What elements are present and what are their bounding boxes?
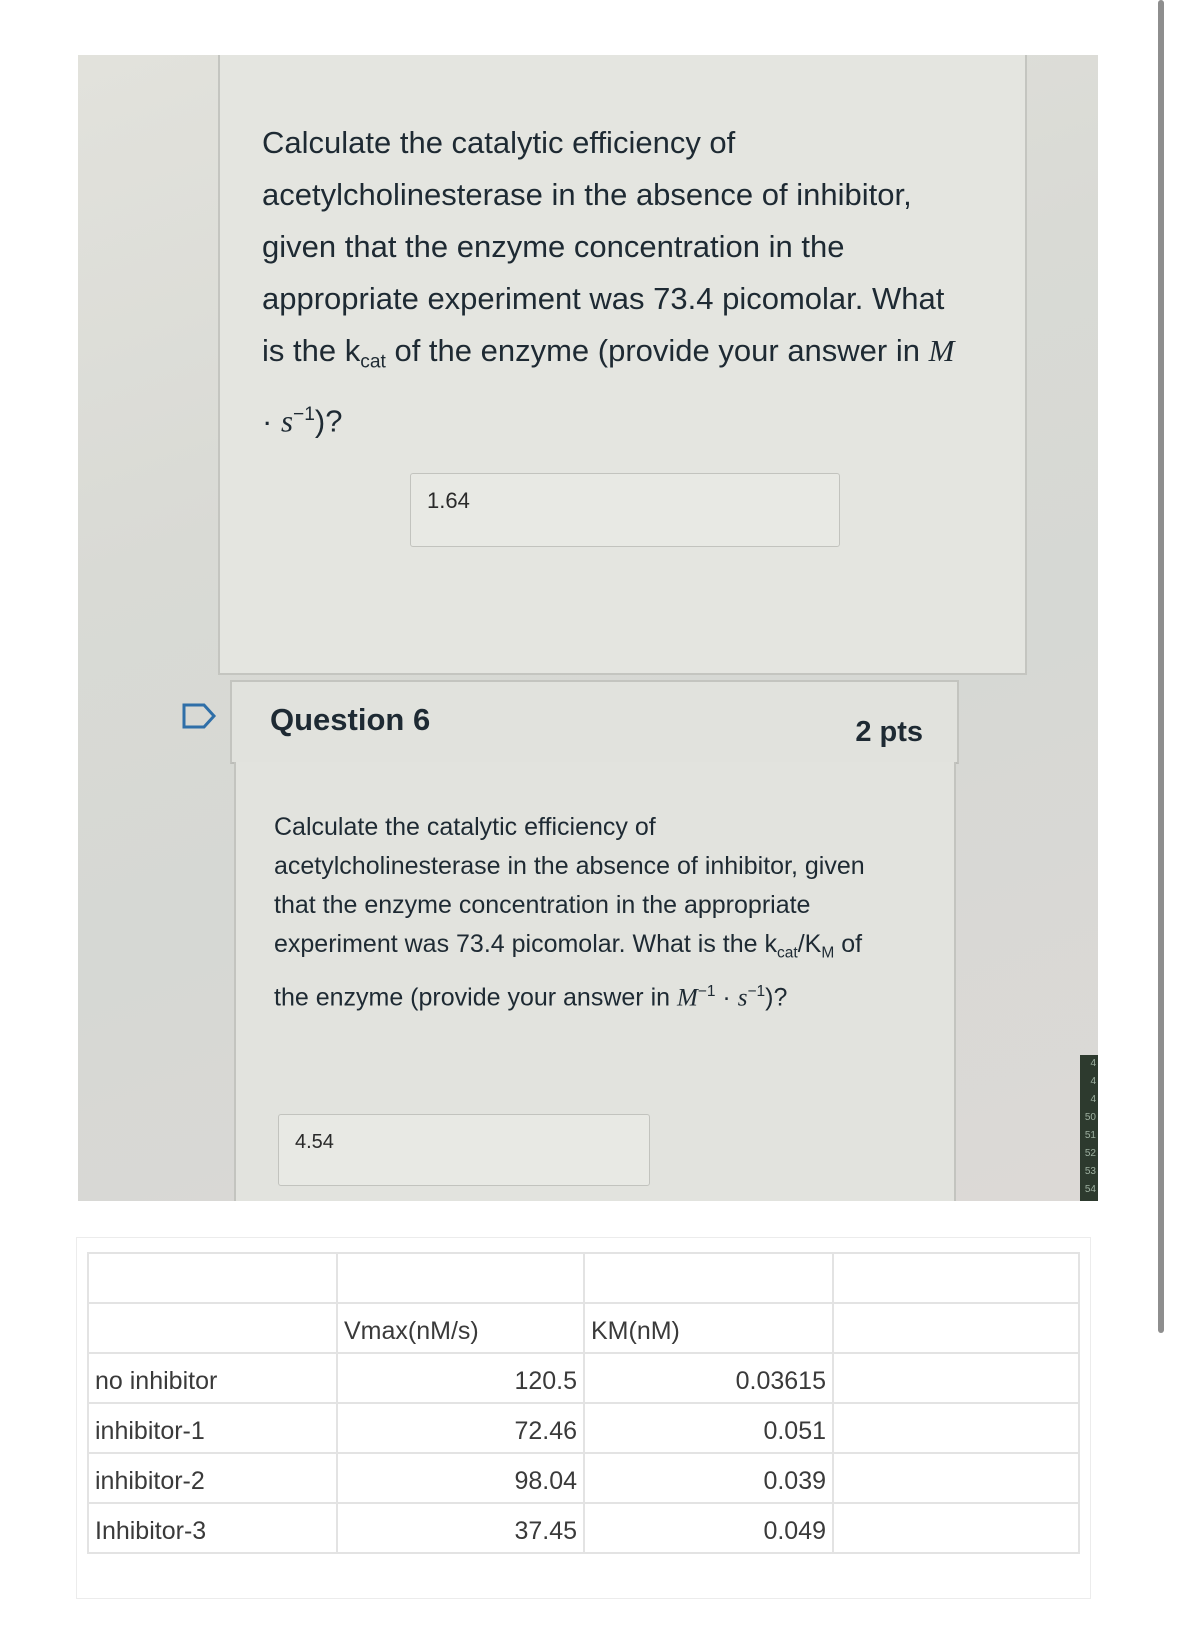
table-row — [88, 1353, 1079, 1403]
header-cell-vmax: Vmax(nM/s) — [337, 1303, 584, 1353]
table-cell — [88, 1253, 337, 1303]
question-5-text: Calculate the catalytic efficiency of acetylcholinesterase in the absence of inhibitor, given that the enzyme concentration in the appropriate experiment was 73.4 picomolar. What is the $k_{cat}$ of the enzyme (provide your answer in $M \cdot s^{-1}$)? — [262, 125, 955, 439]
ruler-mark: 50 — [1084, 1112, 1096, 1123]
header-cell-km: KM(nM) — [584, 1303, 833, 1353]
ruler-mark: 4 — [1090, 1076, 1096, 1087]
question-6-body — [234, 762, 956, 1201]
question-6-points: 2 pts — [855, 716, 923, 748]
vmax-cell: 98.04 — [337, 1453, 584, 1503]
question-6-title: Question 6 — [270, 702, 431, 737]
vmax-cell: 37.45 — [337, 1503, 584, 1553]
question-6-header — [230, 680, 959, 764]
table-header-row — [88, 1303, 1079, 1353]
question-6-text: Calculate the catalytic efficiency of acetylcholinesterase in the absence of inhibitor, given that the enzyme concentration in the appropriate experiment was 73.4 picomolar. What is the $k_{cat}/K_M$ of the enzyme (provide your answer in $M^{-1} \cdot s^{-1}$)? — [274, 813, 865, 1012]
header-cell — [833, 1303, 1079, 1353]
table-row — [88, 1403, 1079, 1453]
table-row — [88, 1453, 1079, 1503]
question-5-panel — [218, 55, 1027, 675]
table-cell — [833, 1353, 1079, 1403]
row-label: inhibitor-2 — [88, 1453, 337, 1503]
header-cell — [88, 1303, 337, 1353]
ruler-mark: 54 — [1084, 1184, 1096, 1195]
table-cell — [833, 1453, 1079, 1503]
km-cell: 0.049 — [584, 1503, 833, 1553]
table-cell — [337, 1253, 584, 1303]
flag-icon[interactable] — [180, 701, 220, 731]
ruler-mark: 51 — [1084, 1130, 1096, 1141]
vmax-cell: 72.46 — [337, 1403, 584, 1453]
table-cell — [584, 1253, 833, 1303]
spreadsheet-table — [76, 1237, 1091, 1599]
km-cell: 0.051 — [584, 1403, 833, 1453]
ruler-mark: 53 — [1084, 1166, 1096, 1177]
table-row — [88, 1503, 1079, 1553]
row-label: no inhibitor — [88, 1353, 337, 1403]
km-cell: 0.039 — [584, 1453, 833, 1503]
row-label: inhibitor-1 — [88, 1403, 337, 1453]
table-cell — [833, 1253, 1079, 1303]
table-row — [88, 1253, 1079, 1303]
vmax-cell: 120.5 — [337, 1353, 584, 1403]
table-cell — [833, 1403, 1079, 1453]
km-cell: 0.03615 — [584, 1353, 833, 1403]
row-label: Inhibitor-3 — [88, 1503, 337, 1553]
ruler-mark: 4 — [1090, 1094, 1096, 1105]
ruler-mark: 52 — [1084, 1148, 1096, 1159]
line-number-ruler — [1080, 1055, 1098, 1201]
question-6-answer-input[interactable]: 4.54 — [278, 1114, 650, 1186]
ruler-mark: 4 — [1090, 1058, 1096, 1069]
table-cell — [833, 1503, 1079, 1553]
question-5-answer-input[interactable]: 1.64 — [410, 473, 840, 547]
photo-screen — [78, 55, 1098, 1201]
vertical-scrollbar[interactable] — [1158, 0, 1164, 1333]
